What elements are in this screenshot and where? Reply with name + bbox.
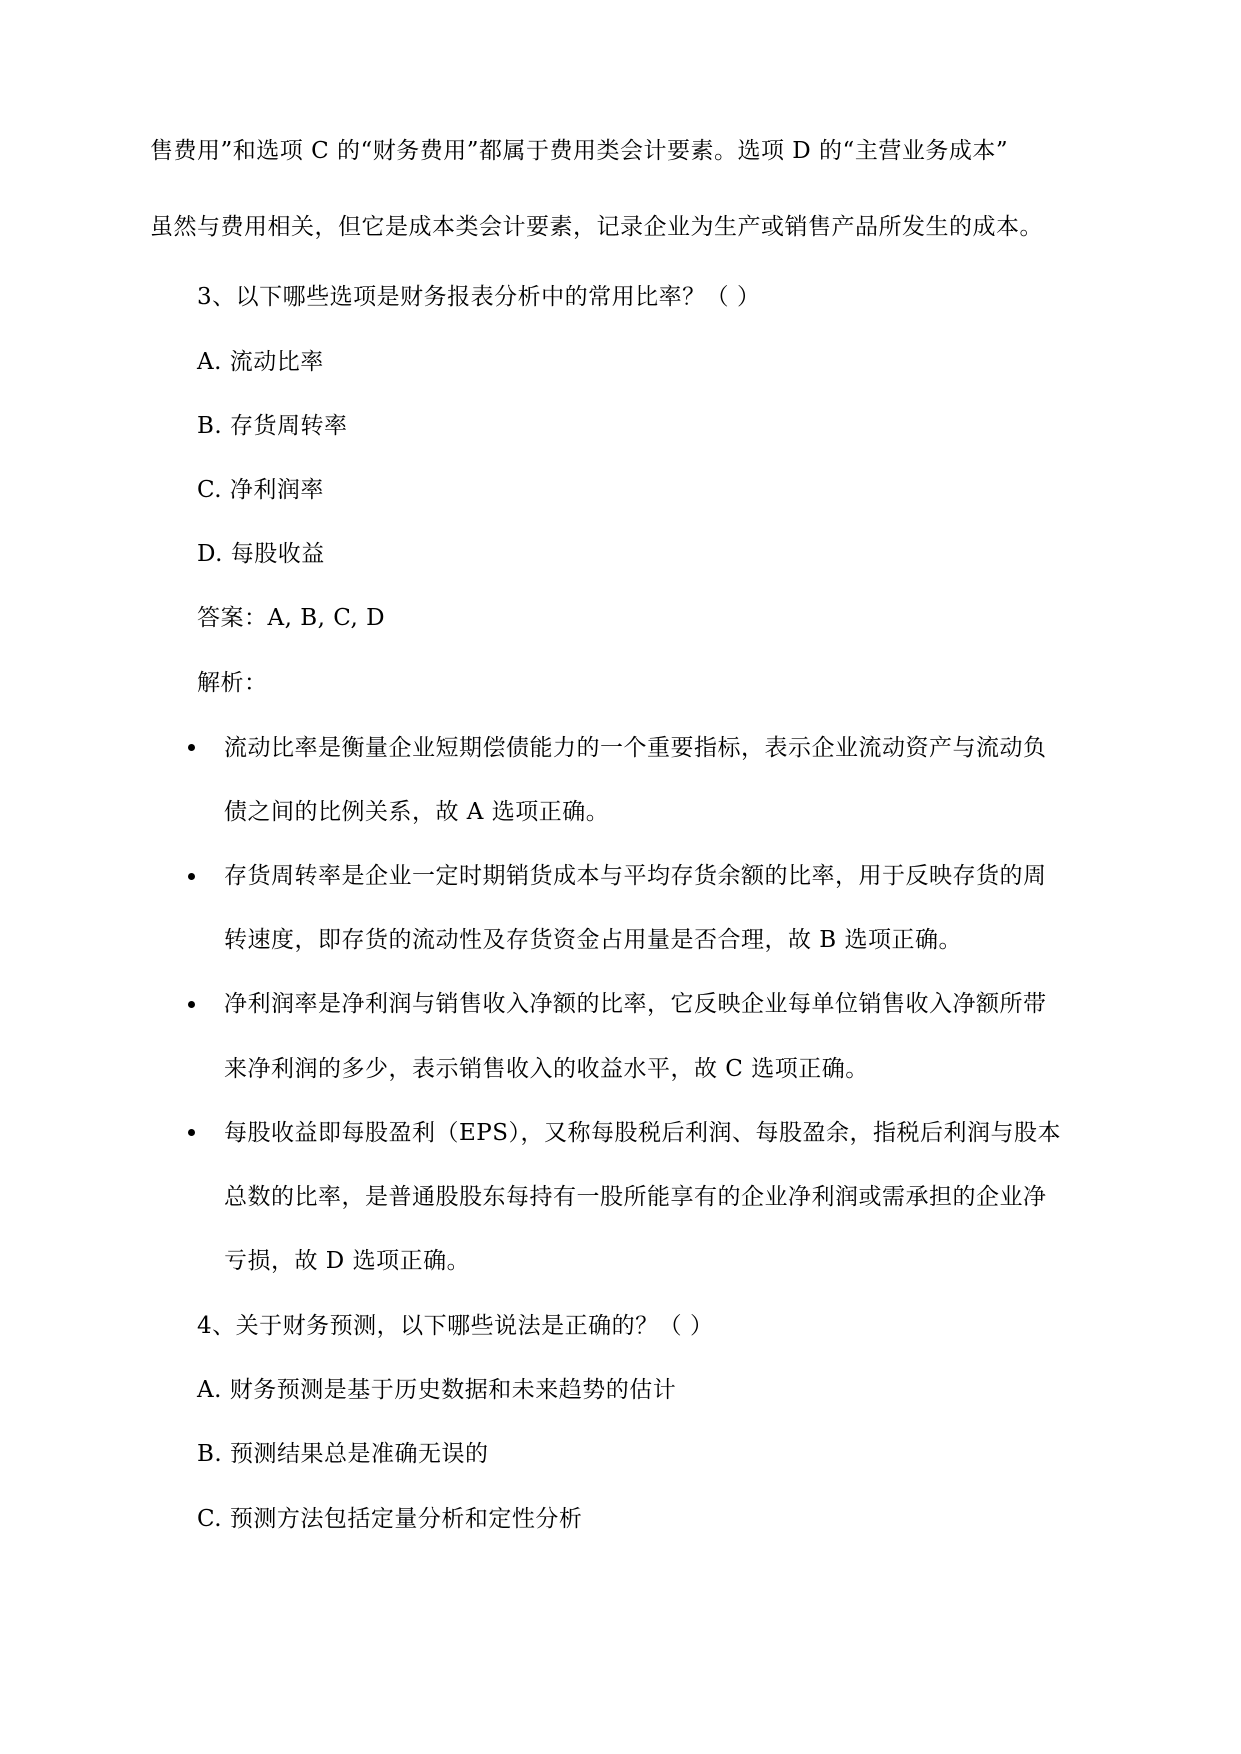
bullet-4-line-1: 每股收益即每股盈利（EPS），又称每股税后利润、每股盈余，指税后利润与股本 — [224, 1120, 1062, 1146]
question-4-option-c: C. 预测方法包括定量分析和定性分析 — [197, 1506, 583, 1532]
bullet-3-line-2: 来净利润的多少，表示销售收入的收益水平，故 C 选项正确。 — [224, 1056, 869, 1082]
question-4-title: 4、关于财务预测，以下哪些说法是正确的？（ ） — [197, 1313, 714, 1339]
question-4-option-b: B. 预测结果总是准确无误的 — [197, 1441, 489, 1467]
bullet-4-line-2: 总数的比率，是普通股股东每持有一股所能享有的企业净利润或需承担的企业净 — [224, 1184, 1047, 1210]
bullet-2-line-2: 转速度，即存货的流动性及存货资金占用量是否合理，故 B 选项正确。 — [224, 927, 963, 953]
question-3-answer: 答案：A, B, C, D — [197, 605, 386, 631]
bullet-dot — [188, 744, 195, 751]
bullet-1-line-2: 债之间的比例关系，故 A 选项正确。 — [224, 799, 610, 825]
question-4-option-a: A. 财务预测是基于历史数据和未来趋势的估计 — [197, 1377, 677, 1403]
continuation-line-2: 虽然与费用相关，但它是成本类会计要素，记录企业为生产或销售产品所发生的成本。 — [150, 214, 1043, 240]
question-3-option-b: B. 存货周转率 — [197, 413, 348, 439]
question-3-option-c: C. 净利润率 — [197, 477, 324, 503]
bullet-4-line-3: 亏损，故 D 选项正确。 — [224, 1248, 471, 1274]
bullet-dot — [188, 1001, 195, 1008]
question-3-option-d: D. 每股收益 — [197, 541, 325, 567]
bullet-dot — [188, 873, 195, 880]
question-3-title: 3、以下哪些选项是财务报表分析中的常用比率？（ ） — [197, 284, 761, 310]
question-3-option-a: A. 流动比率 — [197, 349, 324, 375]
bullet-3-line-1: 净利润率是净利润与销售收入净额的比率，它反映企业每单位销售收入净额所带 — [224, 991, 1047, 1017]
bullet-dot — [188, 1129, 195, 1136]
continuation-line-1: 售费用”和选项 C 的“财务费用”都属于费用类会计要素。选项 D 的“主营业务成本” — [150, 138, 1009, 164]
bullet-2-line-1: 存货周转率是企业一定时期销货成本与平均存货余额的比率，用于反映存货的周 — [224, 863, 1047, 889]
bullet-1-line-1: 流动比率是衡量企业短期偿债能力的一个重要指标，表示企业流动资产与流动负 — [224, 735, 1047, 761]
question-3-analysis-label: 解析： — [197, 670, 268, 696]
